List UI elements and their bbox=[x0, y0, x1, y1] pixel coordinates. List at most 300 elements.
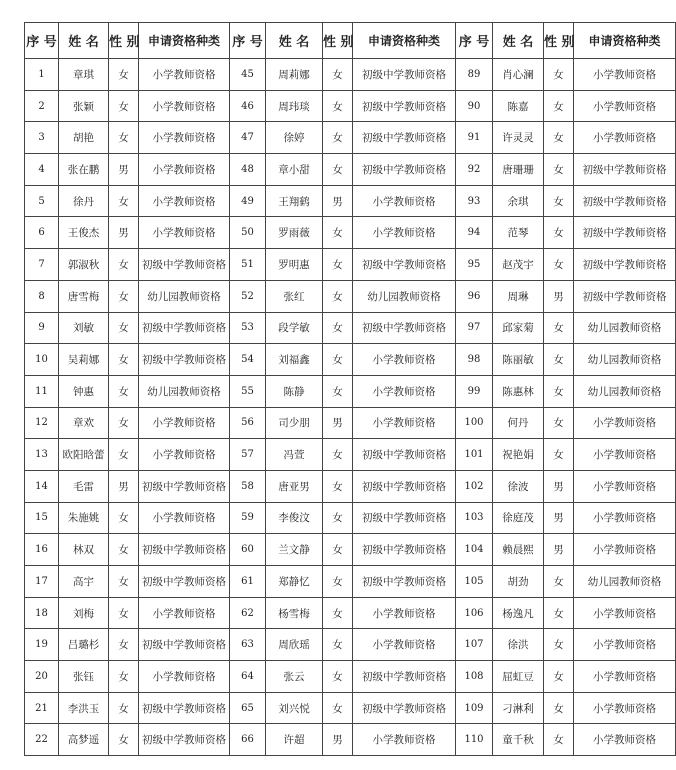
qualification-cell: 小学教师资格 bbox=[574, 629, 676, 661]
qualification-cell: 初级中学教师资格 bbox=[353, 439, 456, 471]
gender-cell: 女 bbox=[544, 344, 574, 376]
name-cell: 许灵灵 bbox=[493, 122, 544, 154]
seq-cell: 11 bbox=[25, 375, 59, 407]
name-cell: 徐波 bbox=[493, 470, 544, 502]
qualification-cell: 小学教师资格 bbox=[353, 344, 456, 376]
qualification-cell: 初级中学教师资格 bbox=[353, 59, 456, 91]
qualification-cell: 初级中学教师资格 bbox=[353, 249, 456, 281]
seq-cell: 103 bbox=[456, 502, 493, 534]
name-cell: 章小甜 bbox=[266, 154, 323, 186]
seq-cell: 56 bbox=[230, 407, 266, 439]
name-cell: 陈惠林 bbox=[493, 375, 544, 407]
gender-cell: 女 bbox=[544, 59, 574, 91]
name-cell: 郭淑秋 bbox=[59, 249, 109, 281]
seq-cell: 91 bbox=[456, 122, 493, 154]
name-cell: 刁淋利 bbox=[493, 692, 544, 724]
header-seq-1: 序 号 bbox=[25, 23, 59, 59]
table-row bbox=[25, 629, 676, 661]
header-seq-2: 序 号 bbox=[230, 23, 266, 59]
header-qualification-3: 申请资格种类 bbox=[574, 23, 676, 59]
qualification-cell: 幼儿园教师资格 bbox=[139, 280, 230, 312]
table-row bbox=[25, 502, 676, 534]
name-cell: 胡艳 bbox=[59, 122, 109, 154]
name-cell: 王俊杰 bbox=[59, 217, 109, 249]
seq-cell: 4 bbox=[25, 154, 59, 186]
gender-cell: 女 bbox=[323, 312, 353, 344]
name-cell: 李洪玉 bbox=[59, 692, 109, 724]
seq-cell: 49 bbox=[230, 185, 266, 217]
seq-cell: 58 bbox=[230, 470, 266, 502]
seq-cell: 100 bbox=[456, 407, 493, 439]
gender-cell: 女 bbox=[109, 375, 139, 407]
name-cell: 杨逸凡 bbox=[493, 597, 544, 629]
gender-cell: 女 bbox=[109, 249, 139, 281]
gender-cell: 女 bbox=[544, 629, 574, 661]
name-cell: 王翔鹤 bbox=[266, 185, 323, 217]
gender-cell: 女 bbox=[544, 217, 574, 249]
qualification-cell: 小学教师资格 bbox=[139, 154, 230, 186]
gender-cell: 男 bbox=[323, 724, 353, 756]
seq-cell: 19 bbox=[25, 629, 59, 661]
qualification-cell: 初级中学教师资格 bbox=[574, 217, 676, 249]
name-cell: 唐雪梅 bbox=[59, 280, 109, 312]
seq-cell: 89 bbox=[456, 59, 493, 91]
name-cell: 邱家菊 bbox=[493, 312, 544, 344]
name-cell: 朱施姚 bbox=[59, 502, 109, 534]
seq-cell: 97 bbox=[456, 312, 493, 344]
qualification-cell: 小学教师资格 bbox=[574, 692, 676, 724]
gender-cell: 女 bbox=[109, 661, 139, 693]
gender-cell: 女 bbox=[109, 90, 139, 122]
name-cell: 刘梅 bbox=[59, 597, 109, 629]
table-row bbox=[25, 375, 676, 407]
seq-cell: 63 bbox=[230, 629, 266, 661]
qualification-cell: 小学教师资格 bbox=[139, 90, 230, 122]
gender-cell: 男 bbox=[323, 185, 353, 217]
qualification-cell: 小学教师资格 bbox=[139, 185, 230, 217]
qualification-cell: 初级中学教师资格 bbox=[574, 154, 676, 186]
name-cell: 陈丽敏 bbox=[493, 344, 544, 376]
seq-cell: 45 bbox=[230, 59, 266, 91]
gender-cell: 女 bbox=[544, 312, 574, 344]
gender-cell: 女 bbox=[544, 692, 574, 724]
gender-cell: 女 bbox=[109, 59, 139, 91]
gender-cell: 女 bbox=[109, 534, 139, 566]
gender-cell: 女 bbox=[544, 566, 574, 598]
seq-cell: 98 bbox=[456, 344, 493, 376]
qualification-cell: 小学教师资格 bbox=[353, 185, 456, 217]
name-cell: 冯萱 bbox=[266, 439, 323, 471]
gender-cell: 女 bbox=[544, 90, 574, 122]
gender-cell: 女 bbox=[109, 407, 139, 439]
qualification-cell: 小学教师资格 bbox=[574, 470, 676, 502]
seq-cell: 57 bbox=[230, 439, 266, 471]
name-cell: 吕璐杉 bbox=[59, 629, 109, 661]
gender-cell: 男 bbox=[109, 154, 139, 186]
gender-cell: 女 bbox=[323, 661, 353, 693]
seq-cell: 16 bbox=[25, 534, 59, 566]
qualification-cell: 幼儿园教师资格 bbox=[574, 344, 676, 376]
roster-table bbox=[24, 22, 676, 756]
name-cell: 高宇 bbox=[59, 566, 109, 598]
seq-cell: 7 bbox=[25, 249, 59, 281]
gender-cell: 男 bbox=[544, 534, 574, 566]
name-cell: 肖心澜 bbox=[493, 59, 544, 91]
table-row bbox=[25, 122, 676, 154]
name-cell: 张在鹏 bbox=[59, 154, 109, 186]
qualification-cell: 初级中学教师资格 bbox=[353, 502, 456, 534]
seq-cell: 107 bbox=[456, 629, 493, 661]
gender-cell: 女 bbox=[323, 122, 353, 154]
seq-cell: 10 bbox=[25, 344, 59, 376]
seq-cell: 14 bbox=[25, 470, 59, 502]
qualification-cell: 初级中学教师资格 bbox=[139, 344, 230, 376]
qualification-cell: 幼儿园教师资格 bbox=[574, 375, 676, 407]
table-row bbox=[25, 59, 676, 91]
name-cell: 杨雪梅 bbox=[266, 597, 323, 629]
qualification-cell: 初级中学教师资格 bbox=[353, 90, 456, 122]
qualification-cell: 初级中学教师资格 bbox=[139, 249, 230, 281]
qualification-cell: 小学教师资格 bbox=[353, 375, 456, 407]
qualification-cell: 小学教师资格 bbox=[139, 217, 230, 249]
qualification-cell: 小学教师资格 bbox=[353, 597, 456, 629]
qualification-cell: 初级中学教师资格 bbox=[353, 122, 456, 154]
qualification-cell: 小学教师资格 bbox=[139, 661, 230, 693]
seq-cell: 51 bbox=[230, 249, 266, 281]
header-gender-2: 性 别 bbox=[323, 23, 353, 59]
name-cell: 徐庭茂 bbox=[493, 502, 544, 534]
seq-cell: 22 bbox=[25, 724, 59, 756]
gender-cell: 女 bbox=[544, 375, 574, 407]
seq-cell: 104 bbox=[456, 534, 493, 566]
qualification-cell: 初级中学教师资格 bbox=[139, 534, 230, 566]
name-cell: 徐婷 bbox=[266, 122, 323, 154]
name-cell: 周玮琰 bbox=[266, 90, 323, 122]
name-cell: 高梦遥 bbox=[59, 724, 109, 756]
name-cell: 李俊汶 bbox=[266, 502, 323, 534]
seq-cell: 59 bbox=[230, 502, 266, 534]
gender-cell: 女 bbox=[323, 629, 353, 661]
qualification-cell: 初级中学教师资格 bbox=[139, 470, 230, 502]
name-cell: 周欣瑶 bbox=[266, 629, 323, 661]
seq-cell: 17 bbox=[25, 566, 59, 598]
qualification-cell: 小学教师资格 bbox=[139, 59, 230, 91]
seq-cell: 99 bbox=[456, 375, 493, 407]
gender-cell: 男 bbox=[109, 217, 139, 249]
gender-cell: 女 bbox=[109, 502, 139, 534]
table-row bbox=[25, 407, 676, 439]
seq-cell: 61 bbox=[230, 566, 266, 598]
name-cell: 刘福鑫 bbox=[266, 344, 323, 376]
header-name-3: 姓 名 bbox=[493, 23, 544, 59]
gender-cell: 女 bbox=[109, 566, 139, 598]
seq-cell: 52 bbox=[230, 280, 266, 312]
seq-cell: 66 bbox=[230, 724, 266, 756]
name-cell: 吴莉娜 bbox=[59, 344, 109, 376]
qualification-cell: 初级中学教师资格 bbox=[353, 661, 456, 693]
qualification-cell: 小学教师资格 bbox=[139, 122, 230, 154]
gender-cell: 女 bbox=[109, 724, 139, 756]
gender-cell: 女 bbox=[323, 90, 353, 122]
name-cell: 张颖 bbox=[59, 90, 109, 122]
gender-cell: 女 bbox=[323, 249, 353, 281]
qualification-cell: 初级中学教师资格 bbox=[353, 312, 456, 344]
name-cell: 唐珊珊 bbox=[493, 154, 544, 186]
name-cell: 郑静忆 bbox=[266, 566, 323, 598]
name-cell: 钟惠 bbox=[59, 375, 109, 407]
table-row bbox=[25, 534, 676, 566]
seq-cell: 3 bbox=[25, 122, 59, 154]
qualification-cell: 小学教师资格 bbox=[353, 217, 456, 249]
seq-cell: 106 bbox=[456, 597, 493, 629]
name-cell: 欧阳晗蕾 bbox=[59, 439, 109, 471]
gender-cell: 男 bbox=[544, 280, 574, 312]
seq-cell: 13 bbox=[25, 439, 59, 471]
seq-cell: 15 bbox=[25, 502, 59, 534]
name-cell: 司少朋 bbox=[266, 407, 323, 439]
gender-cell: 女 bbox=[323, 375, 353, 407]
qualification-cell: 初级中学教师资格 bbox=[574, 185, 676, 217]
table-row bbox=[25, 249, 676, 281]
qualification-cell: 初级中学教师资格 bbox=[139, 566, 230, 598]
seq-cell: 108 bbox=[456, 661, 493, 693]
seq-cell: 64 bbox=[230, 661, 266, 693]
seq-cell: 1 bbox=[25, 59, 59, 91]
gender-cell: 男 bbox=[544, 470, 574, 502]
name-cell: 周琳 bbox=[493, 280, 544, 312]
seq-cell: 47 bbox=[230, 122, 266, 154]
qualification-cell: 初级中学教师资格 bbox=[574, 280, 676, 312]
seq-cell: 93 bbox=[456, 185, 493, 217]
table-row bbox=[25, 597, 676, 629]
qualification-cell: 小学教师资格 bbox=[139, 597, 230, 629]
qualification-cell: 小学教师资格 bbox=[574, 122, 676, 154]
name-cell: 罗雨薇 bbox=[266, 217, 323, 249]
header-name-1: 姓 名 bbox=[59, 23, 109, 59]
name-cell: 陈静 bbox=[266, 375, 323, 407]
gender-cell: 女 bbox=[323, 439, 353, 471]
seq-cell: 92 bbox=[456, 154, 493, 186]
name-cell: 范琴 bbox=[493, 217, 544, 249]
table-row bbox=[25, 217, 676, 249]
seq-cell: 21 bbox=[25, 692, 59, 724]
seq-cell: 6 bbox=[25, 217, 59, 249]
name-cell: 赵茂宇 bbox=[493, 249, 544, 281]
table-row bbox=[25, 692, 676, 724]
qualification-cell: 初级中学教师资格 bbox=[139, 629, 230, 661]
qualification-cell: 初级中学教师资格 bbox=[139, 724, 230, 756]
name-cell: 刘兴悦 bbox=[266, 692, 323, 724]
qualification-cell: 小学教师资格 bbox=[139, 502, 230, 534]
table-row bbox=[25, 724, 676, 756]
seq-cell: 105 bbox=[456, 566, 493, 598]
name-cell: 徐洪 bbox=[493, 629, 544, 661]
table-row bbox=[25, 344, 676, 376]
name-cell: 章琪 bbox=[59, 59, 109, 91]
qualification-cell: 初级中学教师资格 bbox=[353, 154, 456, 186]
gender-cell: 女 bbox=[544, 122, 574, 154]
seq-cell: 62 bbox=[230, 597, 266, 629]
gender-cell: 男 bbox=[323, 407, 353, 439]
header-name-2: 姓 名 bbox=[266, 23, 323, 59]
name-cell: 毛雷 bbox=[59, 470, 109, 502]
name-cell: 刘敏 bbox=[59, 312, 109, 344]
seq-cell: 54 bbox=[230, 344, 266, 376]
qualification-cell: 小学教师资格 bbox=[139, 439, 230, 471]
seq-cell: 9 bbox=[25, 312, 59, 344]
seq-cell: 20 bbox=[25, 661, 59, 693]
gender-cell: 女 bbox=[323, 344, 353, 376]
qualification-cell: 小学教师资格 bbox=[139, 407, 230, 439]
qualification-cell: 幼儿园教师资格 bbox=[139, 375, 230, 407]
name-cell: 段学敏 bbox=[266, 312, 323, 344]
seq-cell: 55 bbox=[230, 375, 266, 407]
seq-cell: 102 bbox=[456, 470, 493, 502]
gender-cell: 女 bbox=[323, 217, 353, 249]
gender-cell: 女 bbox=[544, 407, 574, 439]
gender-cell: 女 bbox=[323, 154, 353, 186]
table-row bbox=[25, 312, 676, 344]
seq-cell: 96 bbox=[456, 280, 493, 312]
seq-cell: 94 bbox=[456, 217, 493, 249]
table-body bbox=[25, 59, 676, 756]
header-gender-1: 性 别 bbox=[109, 23, 139, 59]
gender-cell: 女 bbox=[323, 597, 353, 629]
name-cell: 章欢 bbox=[59, 407, 109, 439]
name-cell: 兰文静 bbox=[266, 534, 323, 566]
gender-cell: 女 bbox=[109, 185, 139, 217]
gender-cell: 女 bbox=[323, 692, 353, 724]
qualification-cell: 小学教师资格 bbox=[574, 407, 676, 439]
name-cell: 罗明惠 bbox=[266, 249, 323, 281]
gender-cell: 女 bbox=[323, 280, 353, 312]
qualification-cell: 初级中学教师资格 bbox=[353, 692, 456, 724]
qualification-cell: 小学教师资格 bbox=[574, 439, 676, 471]
gender-cell: 女 bbox=[544, 185, 574, 217]
table-row bbox=[25, 470, 676, 502]
seq-cell: 46 bbox=[230, 90, 266, 122]
header-qualification-1: 申请资格种类 bbox=[139, 23, 230, 59]
qualification-cell: 小学教师资格 bbox=[574, 534, 676, 566]
seq-cell: 12 bbox=[25, 407, 59, 439]
gender-cell: 女 bbox=[544, 597, 574, 629]
qualification-cell: 小学教师资格 bbox=[574, 59, 676, 91]
qualification-cell: 初级中学教师资格 bbox=[574, 249, 676, 281]
qualification-cell: 初级中学教师资格 bbox=[139, 692, 230, 724]
name-cell: 屈虹豆 bbox=[493, 661, 544, 693]
qualification-cell: 小学教师资格 bbox=[574, 597, 676, 629]
gender-cell: 女 bbox=[323, 502, 353, 534]
qualification-cell: 小学教师资格 bbox=[353, 724, 456, 756]
qualification-cell: 小学教师资格 bbox=[353, 629, 456, 661]
seq-cell: 60 bbox=[230, 534, 266, 566]
seq-cell: 5 bbox=[25, 185, 59, 217]
qualification-cell: 小学教师资格 bbox=[574, 661, 676, 693]
name-cell: 张云 bbox=[266, 661, 323, 693]
seq-cell: 8 bbox=[25, 280, 59, 312]
name-cell: 何丹 bbox=[493, 407, 544, 439]
name-cell: 徐丹 bbox=[59, 185, 109, 217]
gender-cell: 女 bbox=[323, 566, 353, 598]
name-cell: 胡劲 bbox=[493, 566, 544, 598]
qualification-cell: 初级中学教师资格 bbox=[139, 312, 230, 344]
seq-cell: 2 bbox=[25, 90, 59, 122]
name-cell: 童千秋 bbox=[493, 724, 544, 756]
seq-cell: 48 bbox=[230, 154, 266, 186]
qualification-cell: 小学教师资格 bbox=[574, 502, 676, 534]
table-row bbox=[25, 439, 676, 471]
gender-cell: 女 bbox=[544, 661, 574, 693]
gender-cell: 女 bbox=[544, 724, 574, 756]
name-cell: 唐亚男 bbox=[266, 470, 323, 502]
qualification-cell: 幼儿园教师资格 bbox=[574, 566, 676, 598]
seq-cell: 109 bbox=[456, 692, 493, 724]
header-row bbox=[25, 23, 676, 59]
name-cell: 陈嘉 bbox=[493, 90, 544, 122]
gender-cell: 女 bbox=[544, 154, 574, 186]
seq-cell: 110 bbox=[456, 724, 493, 756]
seq-cell: 90 bbox=[456, 90, 493, 122]
qualification-cell: 小学教师资格 bbox=[574, 90, 676, 122]
table-row bbox=[25, 661, 676, 693]
name-cell: 赖晨熙 bbox=[493, 534, 544, 566]
gender-cell: 女 bbox=[109, 312, 139, 344]
gender-cell: 女 bbox=[109, 280, 139, 312]
name-cell: 周莉娜 bbox=[266, 59, 323, 91]
qualification-cell: 幼儿园教师资格 bbox=[353, 280, 456, 312]
seq-cell: 65 bbox=[230, 692, 266, 724]
header-seq-3: 序 号 bbox=[456, 23, 493, 59]
gender-cell: 女 bbox=[109, 692, 139, 724]
gender-cell: 女 bbox=[109, 597, 139, 629]
roster-table-wrapper bbox=[24, 22, 667, 756]
qualification-cell: 幼儿园教师资格 bbox=[574, 312, 676, 344]
gender-cell: 女 bbox=[544, 439, 574, 471]
qualification-cell: 小学教师资格 bbox=[353, 407, 456, 439]
gender-cell: 女 bbox=[323, 470, 353, 502]
gender-cell: 女 bbox=[323, 59, 353, 91]
name-cell: 许超 bbox=[266, 724, 323, 756]
name-cell: 祝艳娟 bbox=[493, 439, 544, 471]
seq-cell: 50 bbox=[230, 217, 266, 249]
qualification-cell: 初级中学教师资格 bbox=[353, 566, 456, 598]
gender-cell: 女 bbox=[109, 122, 139, 154]
header-qualification-2: 申请资格种类 bbox=[353, 23, 456, 59]
header-gender-3: 性 别 bbox=[544, 23, 574, 59]
gender-cell: 男 bbox=[544, 502, 574, 534]
gender-cell: 男 bbox=[109, 470, 139, 502]
table-row bbox=[25, 185, 676, 217]
qualification-cell: 初级中学教师资格 bbox=[353, 470, 456, 502]
seq-cell: 53 bbox=[230, 312, 266, 344]
table-row bbox=[25, 566, 676, 598]
name-cell: 林双 bbox=[59, 534, 109, 566]
gender-cell: 女 bbox=[109, 439, 139, 471]
qualification-cell: 初级中学教师资格 bbox=[353, 534, 456, 566]
seq-cell: 18 bbox=[25, 597, 59, 629]
qualification-cell: 小学教师资格 bbox=[574, 724, 676, 756]
name-cell: 张钰 bbox=[59, 661, 109, 693]
gender-cell: 女 bbox=[109, 344, 139, 376]
gender-cell: 女 bbox=[109, 629, 139, 661]
table-row bbox=[25, 154, 676, 186]
gender-cell: 女 bbox=[544, 249, 574, 281]
name-cell: 张红 bbox=[266, 280, 323, 312]
seq-cell: 95 bbox=[456, 249, 493, 281]
table-row bbox=[25, 90, 676, 122]
table-row bbox=[25, 280, 676, 312]
name-cell: 余琪 bbox=[493, 185, 544, 217]
